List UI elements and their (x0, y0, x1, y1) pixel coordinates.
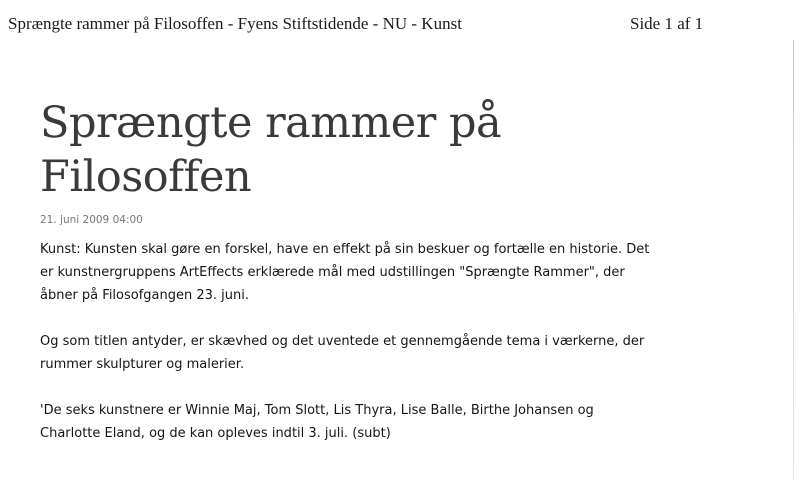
paragraph-3-line-2: Charlotte Eland, og de kan opleves indtil 3. juli. (subt) (40, 426, 391, 441)
paragraph-2-line-2: rummer skulpturer og malerier. (40, 357, 245, 372)
headline-line-2: Filosoffen (40, 152, 252, 202)
page-edge-divider (793, 40, 794, 480)
article-date: 21. juni 2009 04:00 (40, 214, 143, 226)
page-number: Side 1 af 1 (630, 14, 704, 33)
paragraph-2-line-1: Og som titlen antyder, er skævhed og det uventede et gennemgående tema i værkerne, der (40, 334, 645, 349)
paragraph-1 (40, 238, 680, 307)
print-header-title: Sprængte rammer på Filosoffen - Fyens Stiftstidende - NU - Kunst (8, 14, 462, 33)
article (40, 96, 680, 468)
paragraph-3-line-1: 'De seks kunstnere er Winnie Maj, Tom Slott, Lis Thyra, Lise Balle, Birthe Johansen og (40, 403, 594, 418)
article-body (40, 238, 680, 445)
headline-line-1: Sprængte rammer på (40, 98, 502, 148)
paragraph-1-line-1: Kunst: Kunsten skal gøre en forskel, have en effekt på sin beskuer og fortælle en historie. Det (40, 242, 650, 257)
print-header (8, 14, 708, 38)
paragraph-1-line-3: åbner på Filosofgangen 23. juni. (40, 288, 250, 303)
article-headline (40, 96, 680, 204)
paragraph-3 (40, 399, 680, 445)
paragraph-1-line-2: er kunstnergruppens ArtEffects erklærede mål med udstillingen "Sprængte Rammer", der (40, 265, 625, 280)
paragraph-2 (40, 330, 680, 376)
